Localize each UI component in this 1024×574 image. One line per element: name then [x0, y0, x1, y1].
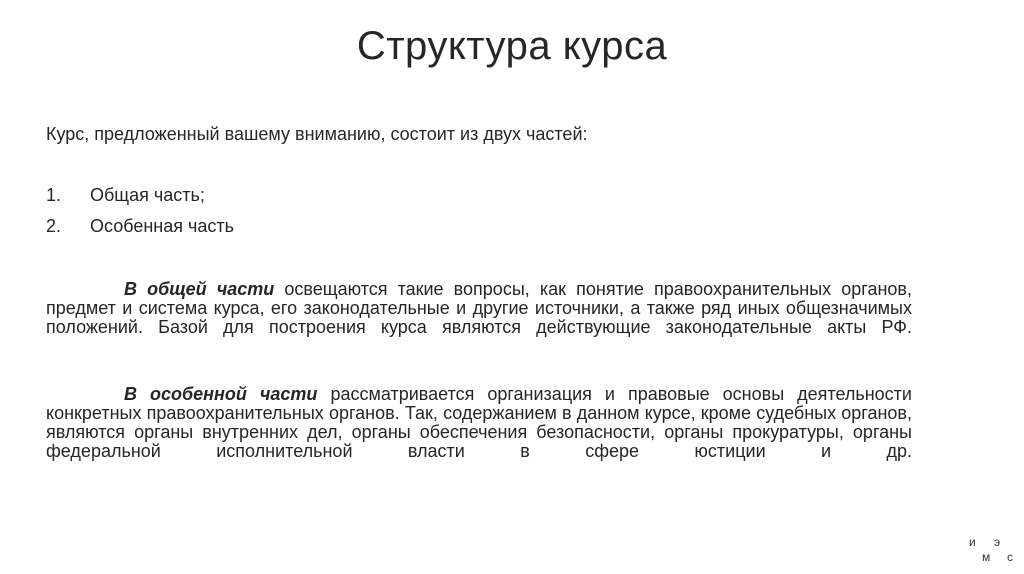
institute-logo — [966, 535, 1022, 571]
logo-letter: с — [1007, 550, 1013, 564]
slide-title: Структура курса — [356, 24, 668, 68]
list-item — [46, 180, 234, 211]
intro-text: Курс, предложенный вашему вниманию, состоит из двух частей: — [46, 124, 588, 144]
general-part-body: освещаются такие вопросы, как понятие правоохранительных органов, предмет и система курса, его законодательные и другие источники, а также ряд иных общезначимых положений. — [46, 279, 912, 337]
special-part-body: рассматривается организация и правовые основы деятельности конкретных правоохранительных органов. Так, содержанием в данном курсе, кроме судебных органов, являются органы внутренних дел, органы обеспечения безопасности, органы прокуратуры, органы федеральной исполнительной власти в сфере юстиции и др. — [46, 384, 912, 461]
list-item-number: 1. — [46, 185, 62, 205]
logo-letter: и — [969, 535, 976, 549]
logo-letter: м — [982, 550, 991, 564]
special-part-paragraph — [46, 385, 912, 461]
general-part-tail: Базой для построения курса являются действующие законодательные акты РФ. — [158, 317, 912, 337]
list-item-label: Особенная часть — [90, 216, 234, 236]
general-part-lead: В общей части — [124, 279, 275, 299]
list-item-number: 2. — [46, 216, 62, 236]
list-item-label: Общая часть; — [90, 185, 205, 205]
parts-list — [46, 180, 234, 242]
logo-letter: э — [994, 535, 1001, 549]
special-part-lead: В особенной части — [124, 384, 318, 404]
list-item — [46, 211, 234, 242]
general-part-paragraph — [46, 280, 912, 337]
